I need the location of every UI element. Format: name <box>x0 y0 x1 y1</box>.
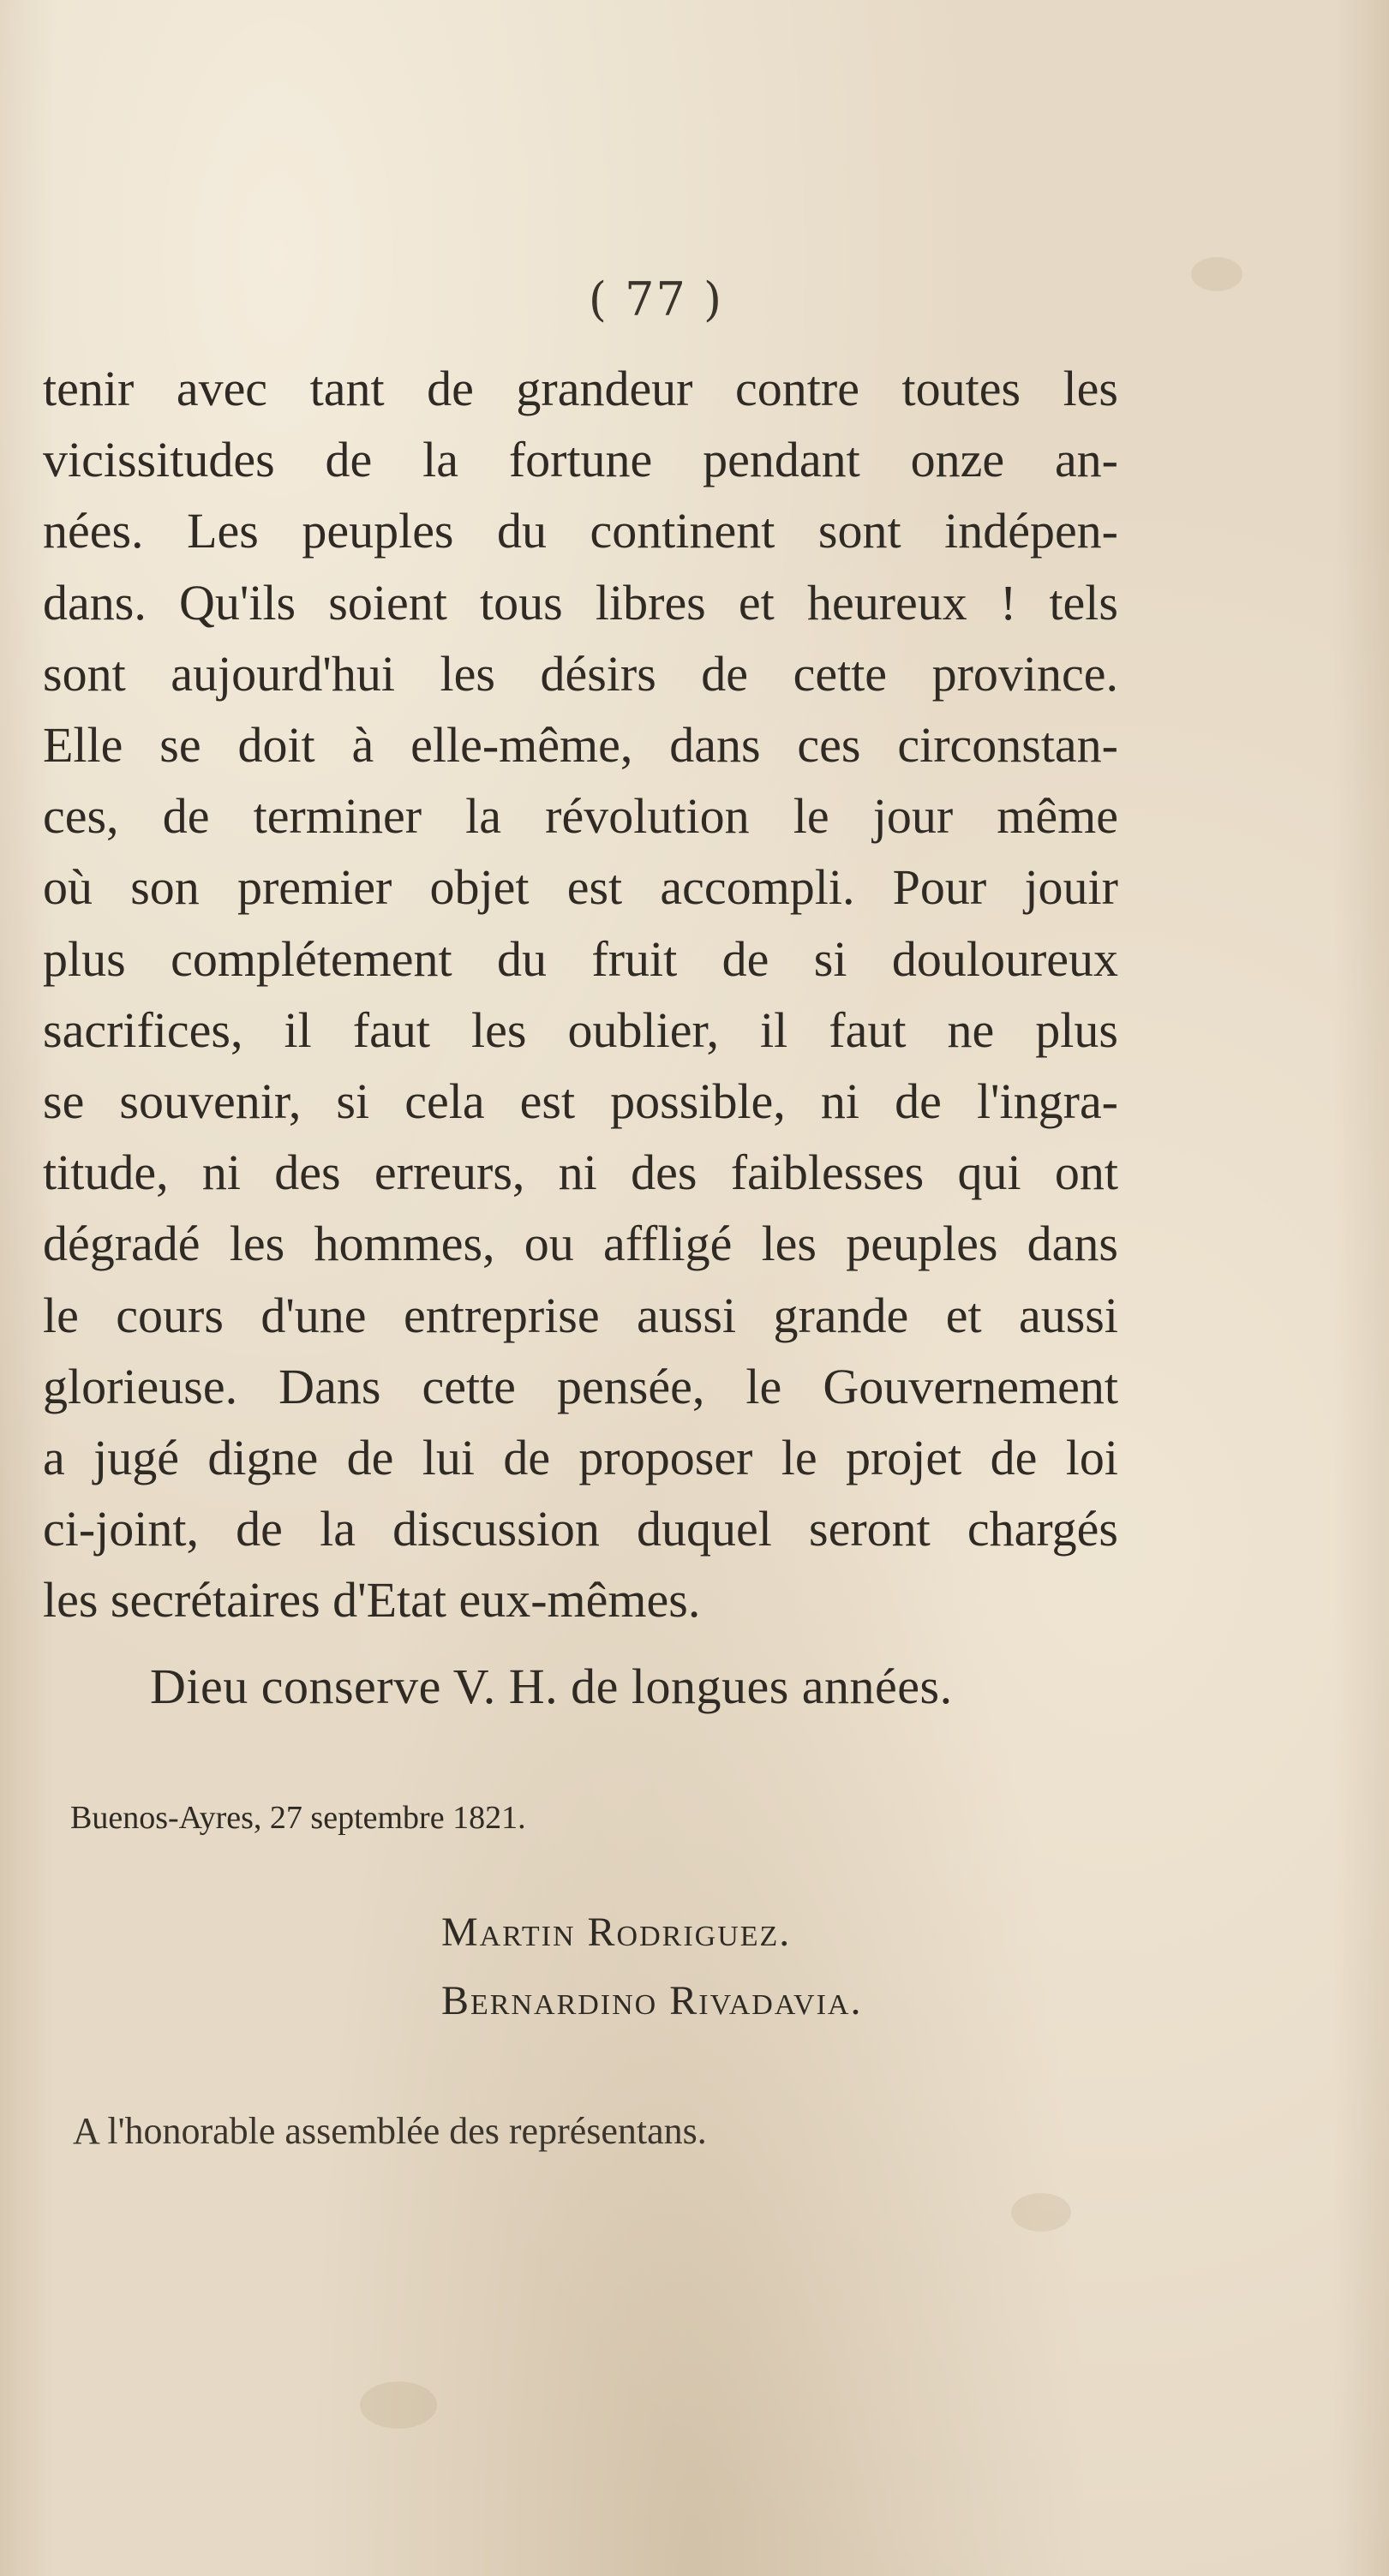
text-line: a jugé digne de lui de proposer le projet de loi <box>43 1430 1118 1486</box>
text-line: sont aujourd'hui les désirs de cette province. <box>43 645 1118 702</box>
text-line: plus complétement du fruit de si douloureux <box>43 930 1118 987</box>
text-line: sacrifices, il faut les oublier, il faut ne plus <box>43 1001 1118 1058</box>
text-line: les secrétaires d'Etat eux-mêmes. <box>43 1572 701 1629</box>
place-date-line: Buenos-Ayres, 27 septembre 1821. <box>70 1800 526 1836</box>
text-line: ci-joint, de la discussion duquel seront chargés <box>43 1501 1118 1557</box>
text-line: tenir avec tant de grandeur contre toutes les <box>43 361 1118 416</box>
paper-stain <box>360 2382 437 2429</box>
text-line: dégradé les hommes, ou affligé les peuples dans <box>43 1216 1118 1272</box>
text-line: glorieuse. Dans cette pensée, le Gouvernement <box>43 1358 1118 1414</box>
signatory-name: Bernardino Rivadavia. <box>441 1978 863 2023</box>
paper-stain <box>1011 2193 1071 2232</box>
addressee-line: A l'honorable assemblée des représentans. <box>73 2110 707 2152</box>
text-line: où son premier objet est accompli. Pour jouir <box>43 859 1118 916</box>
page-number: ( 77 ) <box>588 272 724 326</box>
text-line: dans. Qu'ils soient tous libres et heureux ! tels <box>43 574 1118 631</box>
text-line: se souvenir, si cela est possible, ni de l'ingra- <box>43 1073 1118 1130</box>
text-line: vicissitudes de la fortune pendant onze an- <box>43 432 1118 488</box>
text-line: ces, de terminer la révolution le jour même <box>43 788 1118 845</box>
text-line: le cours d'une entreprise aussi grande et aussi <box>43 1287 1118 1343</box>
closing-salutation: Dieu conserve V. H. de longues années. <box>150 1659 953 1714</box>
body-paragraph <box>43 353 1118 1636</box>
signatory-name: Martin Rodriguez. <box>441 1910 792 1955</box>
text-line: Elle se doit à elle-même, dans ces circonstan- <box>43 717 1118 774</box>
text-line: nées. Les peuples du continent sont indépen- <box>43 503 1118 559</box>
text-line: titude, ni des erreurs, ni des faiblesses qui ont <box>43 1145 1118 1201</box>
